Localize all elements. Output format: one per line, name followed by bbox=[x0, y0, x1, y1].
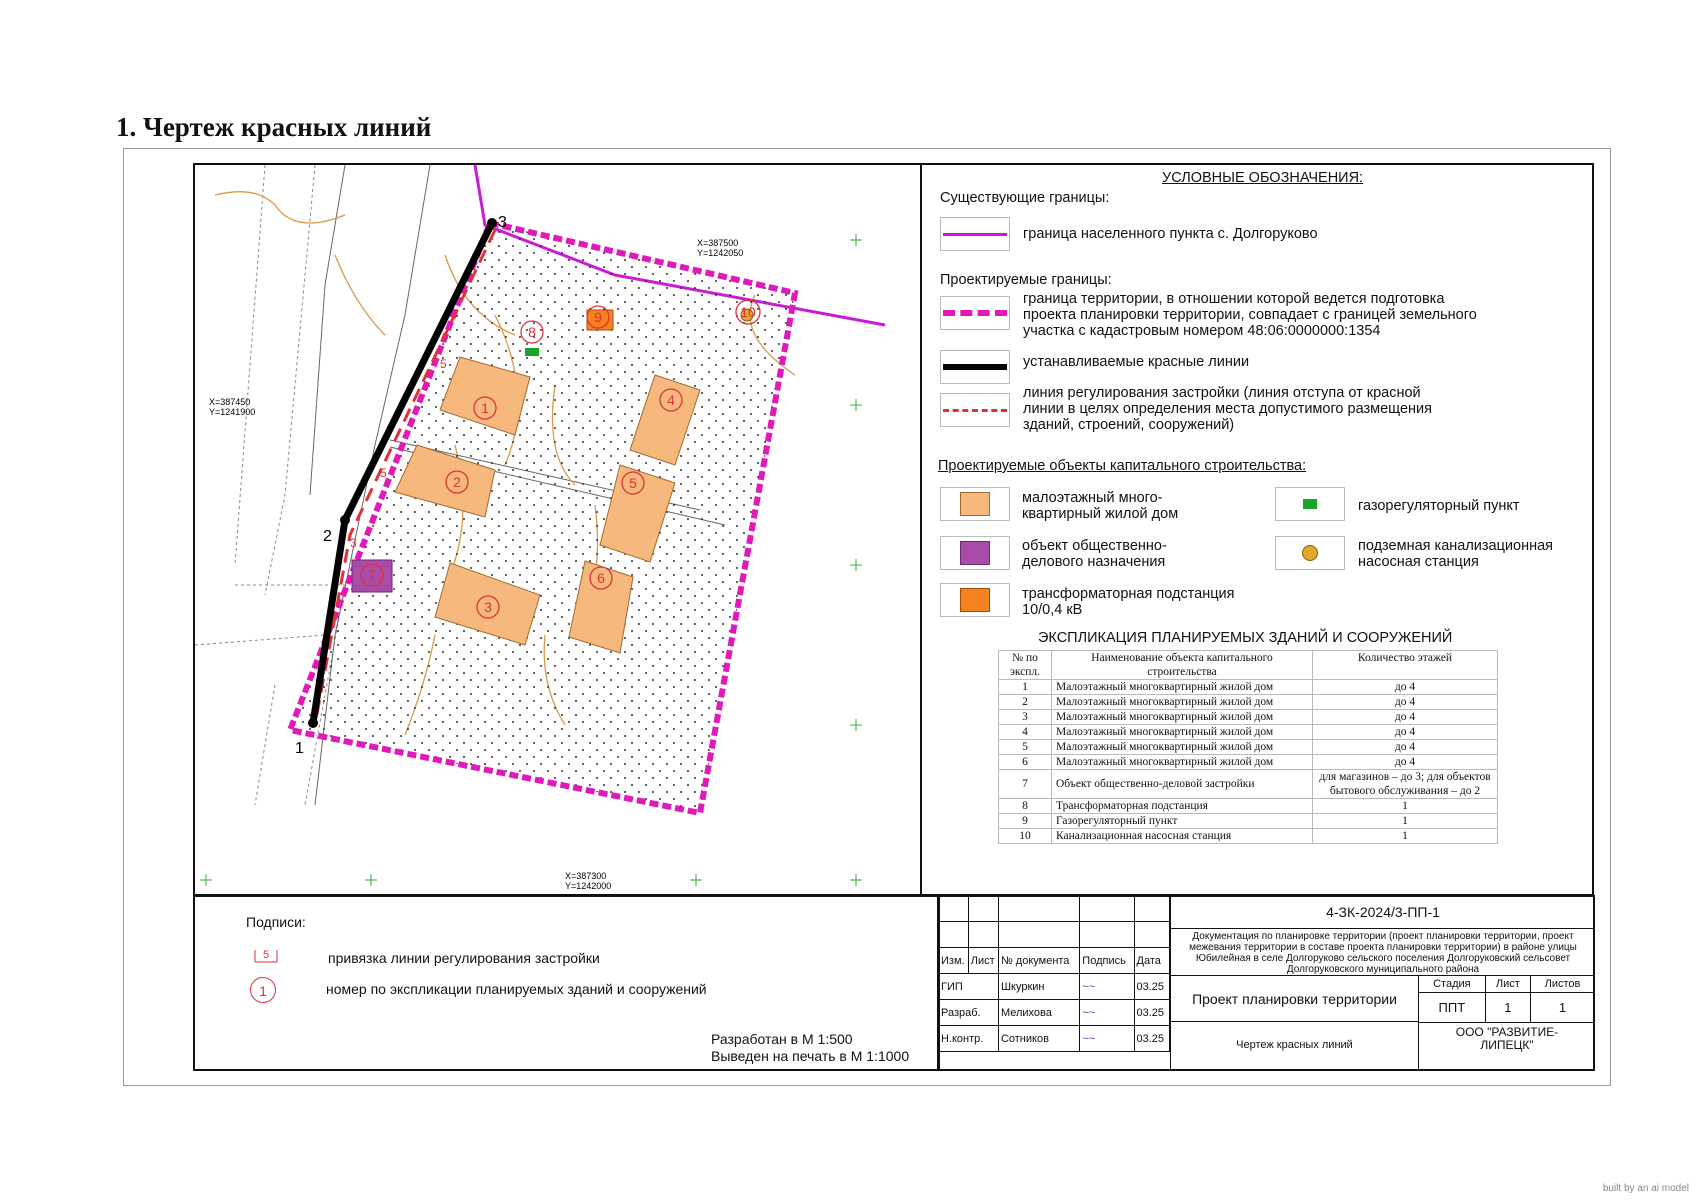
date: 03.25 bbox=[1134, 974, 1170, 1000]
col-header: № документа bbox=[998, 948, 1079, 974]
table-cell: для магазинов – до 3; для объектов бытового обслуживания – до 2 bbox=[1313, 770, 1498, 799]
explication-title: ЭКСПЛИКАЦИЯ ПЛАНИРУЕМЫХ ЗДАНИЙ И СООРУЖЕНИЙ bbox=[1038, 630, 1453, 646]
ai-built-notice: built by an ai model bbox=[1602, 1183, 1689, 1194]
building-number: 4 bbox=[667, 392, 675, 408]
table-cell: 3 bbox=[999, 710, 1052, 725]
table-cell: Трансформаторная подстанция bbox=[1052, 799, 1313, 814]
role: Разраб. bbox=[939, 1000, 999, 1026]
building-number: 1 bbox=[481, 400, 489, 416]
gas-swatch bbox=[1275, 487, 1345, 521]
public-swatch bbox=[940, 536, 1010, 570]
stage-header: Лист bbox=[1485, 976, 1530, 993]
offset-label: 3 bbox=[350, 536, 357, 550]
table-cell: Малоэтажный многоквартирный жилой дом bbox=[1052, 725, 1313, 740]
stage-header: Листов bbox=[1531, 976, 1595, 993]
building-8 bbox=[525, 348, 539, 356]
table-cell: Малоэтажный многоквартирный жилой дом bbox=[1052, 695, 1313, 710]
table-cell: до 4 bbox=[1313, 740, 1498, 755]
table-cell: 7 bbox=[999, 770, 1052, 799]
table-cell: 10 bbox=[999, 829, 1052, 844]
existing-heading: Существующие границы: bbox=[940, 190, 1110, 206]
table-row bbox=[999, 755, 1498, 770]
date: 03.25 bbox=[1134, 1000, 1170, 1026]
table-row bbox=[999, 740, 1498, 755]
map-frame bbox=[193, 163, 922, 896]
table-cell: 8 bbox=[999, 799, 1052, 814]
title-block-signatures bbox=[938, 895, 1170, 1052]
table-cell: до 4 bbox=[1313, 695, 1498, 710]
table-cell: 1 bbox=[1313, 799, 1498, 814]
table-cell: 4 bbox=[999, 725, 1052, 740]
transformer-label: трансформаторная подстанция 10/0,4 кВ bbox=[1022, 586, 1235, 618]
table-cell: 6 bbox=[999, 755, 1052, 770]
residential-label: малоэтажный много-квартирный жилой дом bbox=[1022, 490, 1179, 522]
table-row bbox=[999, 829, 1498, 844]
point-label-2: 2 bbox=[323, 528, 332, 545]
col-header: Лист bbox=[968, 948, 998, 974]
building-number: 2 bbox=[453, 474, 461, 490]
explication-table bbox=[998, 650, 1498, 844]
stage-table bbox=[1418, 975, 1595, 1023]
table-cell: Малоэтажный многоквартирный жилой дом bbox=[1052, 680, 1313, 695]
document-description: Документация по планировке территории (проект планировки территории, проект межевания территории в составе проекта планировки территории) в районе улицы Юбилейная в селе Долгоруково сельского поселения Долгоруковский сельсовет Долгоруковского муниципального района bbox=[1170, 929, 1595, 975]
settlement-boundary-label: граница населенного пункта с. Долгоруково bbox=[1023, 226, 1318, 242]
coord-y: Y=1241900 bbox=[209, 407, 256, 417]
table-cell: до 4 bbox=[1313, 680, 1498, 695]
territory-boundary-swatch bbox=[940, 296, 1010, 330]
objects-heading: Проектируемые объекты капитального строительства: bbox=[938, 458, 1307, 474]
coord-x: X=387500 bbox=[697, 238, 739, 248]
role: ГИП bbox=[939, 974, 999, 1000]
residential-swatch bbox=[940, 487, 1010, 521]
stage-value: 1 bbox=[1485, 993, 1530, 1023]
scale-printed: Выведен на печать в М 1:1000 bbox=[711, 1048, 910, 1064]
building-line-label: линия регулирования застройки (линия отступа от красной линии в целях определения места допустимого размещения зданий, строений, сооружений) bbox=[1023, 385, 1432, 433]
point-label-1: 1 bbox=[295, 740, 304, 757]
sewage-label: подземная канализационная насосная станция bbox=[1358, 538, 1553, 570]
captions-heading: Подписи: bbox=[246, 914, 306, 930]
table-cell: 1 bbox=[1313, 814, 1498, 829]
stage-value: ППТ bbox=[1419, 993, 1486, 1023]
person-name: Мелихова bbox=[998, 1000, 1079, 1026]
table-row bbox=[999, 680, 1498, 695]
building-number: 5 bbox=[629, 475, 637, 491]
offset-symbol-number: 5 bbox=[262, 949, 270, 961]
table-cell: 2 bbox=[999, 695, 1052, 710]
signature: ~~ bbox=[1080, 974, 1134, 1000]
territory-boundary-label: граница территории, в отношении которой ведется подготовка проекта планировки территории, совпадает с границей земельного участка с кадастровым номером 48:06:0000000:1354 bbox=[1023, 291, 1477, 339]
role: Н.контр. bbox=[939, 1026, 999, 1052]
table-cell: 9 bbox=[999, 814, 1052, 829]
table-cell: Газорегуляторный пункт bbox=[1052, 814, 1313, 829]
offset-caption: привязка линии регулирования застройки bbox=[328, 950, 600, 966]
table-cell: до 4 bbox=[1313, 755, 1498, 770]
table-cell: Малоэтажный многоквартирный жилой дом bbox=[1052, 710, 1313, 725]
building-line-swatch bbox=[940, 393, 1010, 427]
col-header: Дата bbox=[1134, 948, 1170, 974]
projected-heading: Проектируемые границы: bbox=[940, 272, 1112, 288]
date: 03.25 bbox=[1134, 1026, 1170, 1052]
table-cell: 1 bbox=[999, 680, 1052, 695]
building-number: 10 bbox=[740, 304, 756, 320]
table-cell: до 4 bbox=[1313, 710, 1498, 725]
building-number: 8 bbox=[528, 324, 536, 340]
stage-header: Стадия bbox=[1419, 976, 1486, 993]
coord-y: Y=1242050 bbox=[697, 248, 744, 258]
plan-drawing bbox=[195, 165, 920, 894]
stage-value: 1 bbox=[1531, 993, 1595, 1023]
col-header: Изм. bbox=[939, 948, 969, 974]
building-number: 9 bbox=[594, 309, 602, 325]
table-cell: Канализационная насосная станция bbox=[1052, 829, 1313, 844]
table-header: № по экспл. bbox=[999, 651, 1052, 680]
organization: ООО "РАЗВИТИЕ-ЛИПЕЦК" bbox=[1418, 1022, 1595, 1069]
person-name: Сотников bbox=[998, 1026, 1079, 1052]
person-name: Шкуркин bbox=[998, 974, 1079, 1000]
coord-x: X=387450 bbox=[209, 397, 251, 407]
table-row bbox=[999, 814, 1498, 829]
red-line-label: устанавливаемые красные линии bbox=[1023, 354, 1250, 370]
sheet-name: Чертеж красных линий bbox=[1170, 1022, 1418, 1069]
transformer-swatch bbox=[940, 583, 1010, 617]
legend-heading: УСЛОВНЫЕ ОБОЗНАЧЕНИЯ: bbox=[1162, 170, 1364, 186]
building-number: 7 bbox=[368, 567, 376, 583]
coord-y: Y=1242000 bbox=[565, 881, 612, 891]
signature: ~~ bbox=[1080, 1000, 1134, 1026]
gas-label: газорегуляторный пункт bbox=[1358, 498, 1520, 514]
table-row bbox=[999, 695, 1498, 710]
point-label-3: 3 bbox=[498, 214, 507, 231]
offset-symbol bbox=[252, 946, 280, 968]
number-symbol: 1 bbox=[250, 977, 276, 1003]
table-header: Количество этажей bbox=[1313, 651, 1498, 680]
table-cell: до 4 bbox=[1313, 725, 1498, 740]
table-cell: Объект общественно-деловой застройки bbox=[1052, 770, 1313, 799]
col-header: Подпись bbox=[1080, 948, 1134, 974]
table-cell: Малоэтажный многоквартирный жилой дом bbox=[1052, 740, 1313, 755]
offset-label: 5 bbox=[380, 466, 387, 480]
coord-x: X=387300 bbox=[565, 871, 607, 881]
table-header: Наименование объекта капитального строительства bbox=[1052, 651, 1313, 680]
document-code: 4-ЗК-2024/3-ПП-1 bbox=[1170, 895, 1595, 929]
table-cell: Малоэтажный многоквартирный жилой дом bbox=[1052, 755, 1313, 770]
table-cell: 1 bbox=[1313, 829, 1498, 844]
table-row bbox=[999, 770, 1498, 799]
signature: ~~ bbox=[1080, 1026, 1134, 1052]
table-cell: 5 bbox=[999, 740, 1052, 755]
building-number: 6 bbox=[597, 570, 605, 586]
red-line-swatch bbox=[940, 350, 1010, 384]
building-number: 3 bbox=[484, 599, 492, 615]
settlement-boundary-swatch bbox=[940, 217, 1010, 251]
sewage-swatch bbox=[1275, 536, 1345, 570]
table-row bbox=[999, 710, 1498, 725]
table-row bbox=[999, 799, 1498, 814]
project-name: Проект планировки территории bbox=[1170, 975, 1418, 1022]
number-caption: номер по экспликации планируемых зданий и сооружений bbox=[326, 981, 707, 997]
table-row bbox=[999, 725, 1498, 740]
offset-label: 5 bbox=[440, 357, 447, 371]
page-title: 1. Чертеж красных линий bbox=[116, 112, 432, 142]
scale-developed: Разработан в М 1:500 bbox=[711, 1031, 853, 1047]
public-label: объект общественно-делового назначения bbox=[1022, 538, 1167, 570]
